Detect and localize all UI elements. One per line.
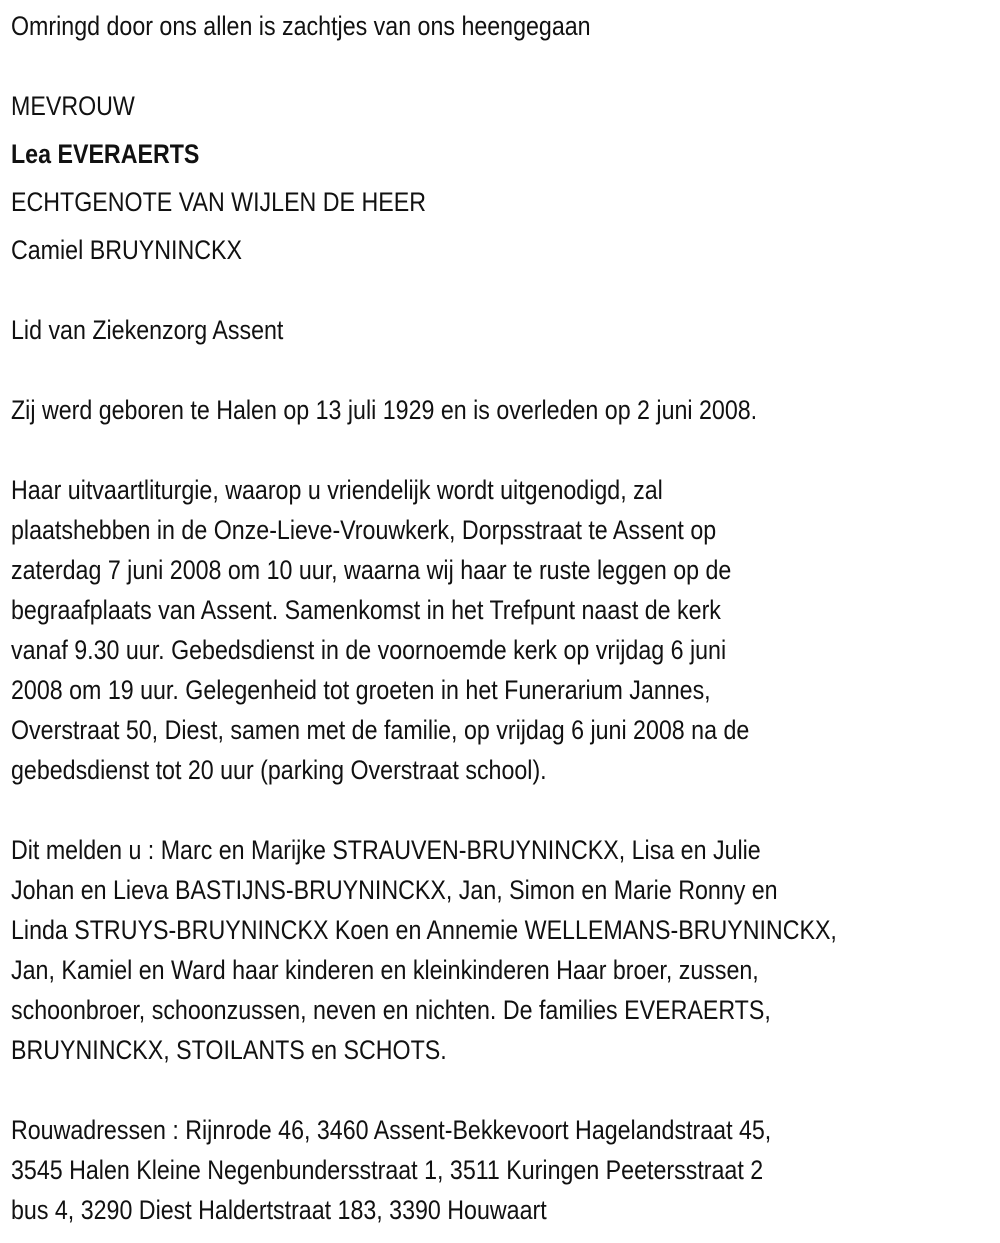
address-line: Rouwadressen : Rijnrode 46, 3460 Assent-Bekkevoort Hagelandstraat 45, <box>11 1115 772 1145</box>
birth-death-text: Zij werd geboren te Halen op 13 juli 1929 en is overleden op 2 juni 2008. <box>11 395 758 425</box>
membership-text: Lid van Ziekenzorg Assent <box>11 315 284 345</box>
deceased-name: Lea EVERAERTS <box>11 139 200 169</box>
funeral-line: begraafplaats van Assent. Samenkomst in het Trefpunt naast de kerk <box>11 595 721 625</box>
intro-text: Omringd door ons allen is zachtjes van ons heengegaan <box>11 11 591 41</box>
funeral-line: Haar uitvaartliturgie, waarop u vriendelijk wordt uitgenodigd, zal <box>11 475 663 505</box>
funeral-line: gebedsdienst tot 20 uur (parking Overstraat school). <box>11 755 547 785</box>
spouse-name: Camiel BRUYNINCKX <box>11 235 242 265</box>
family-line: Johan en Lieva BASTIJNS-BRUYNINCKX, Jan, Simon en Marie Ronny en <box>11 875 778 905</box>
address-line: bus 4, 3290 Diest Haldertstraat 183, 3390 Houwaart <box>11 1195 547 1225</box>
funeral-line: plaatshebben in de Onze-Lieve-Vrouwkerk, Dorpsstraat te Assent op <box>11 515 717 545</box>
funeral-line: vanaf 9.30 uur. Gebedsdienst in de voornoemde kerk op vrijdag 6 juni <box>11 635 727 665</box>
family-line: Jan, Kamiel en Ward haar kinderen en kleinkinderen Haar broer, zussen, <box>11 955 759 985</box>
family-line: schoonbroer, schoonzussen, neven en nichten. De families EVERAERTS, <box>11 995 771 1025</box>
family-line: Linda STRUYS-BRUYNINCKX Koen en Annemie WELLEMANS-BRUYNINCKX, <box>11 915 837 945</box>
funeral-line: zaterdag 7 juni 2008 om 10 uur, waarna wij haar te ruste leggen op de <box>11 555 732 585</box>
title-prefix: MEVROUW <box>11 91 135 121</box>
family-line: Dit melden u : Marc en Marijke STRAUVEN-BRUYNINCKX, Lisa en Julie <box>11 835 761 865</box>
address-line: 3545 Halen Kleine Negenbundersstraat 1, 3511 Kuringen Peetersstraat 2 <box>11 1155 764 1185</box>
funeral-line: 2008 om 19 uur. Gelegenheid tot groeten in het Funerarium Jannes, <box>11 675 711 705</box>
spouse-label: ECHTGENOTE VAN WIJLEN DE HEER <box>11 187 427 217</box>
funeral-line: Overstraat 50, Diest, samen met de familie, op vrijdag 6 juni 2008 na de <box>11 715 750 745</box>
family-line: BRUYNINCKX, STOILANTS en SCHOTS. <box>11 1035 447 1065</box>
